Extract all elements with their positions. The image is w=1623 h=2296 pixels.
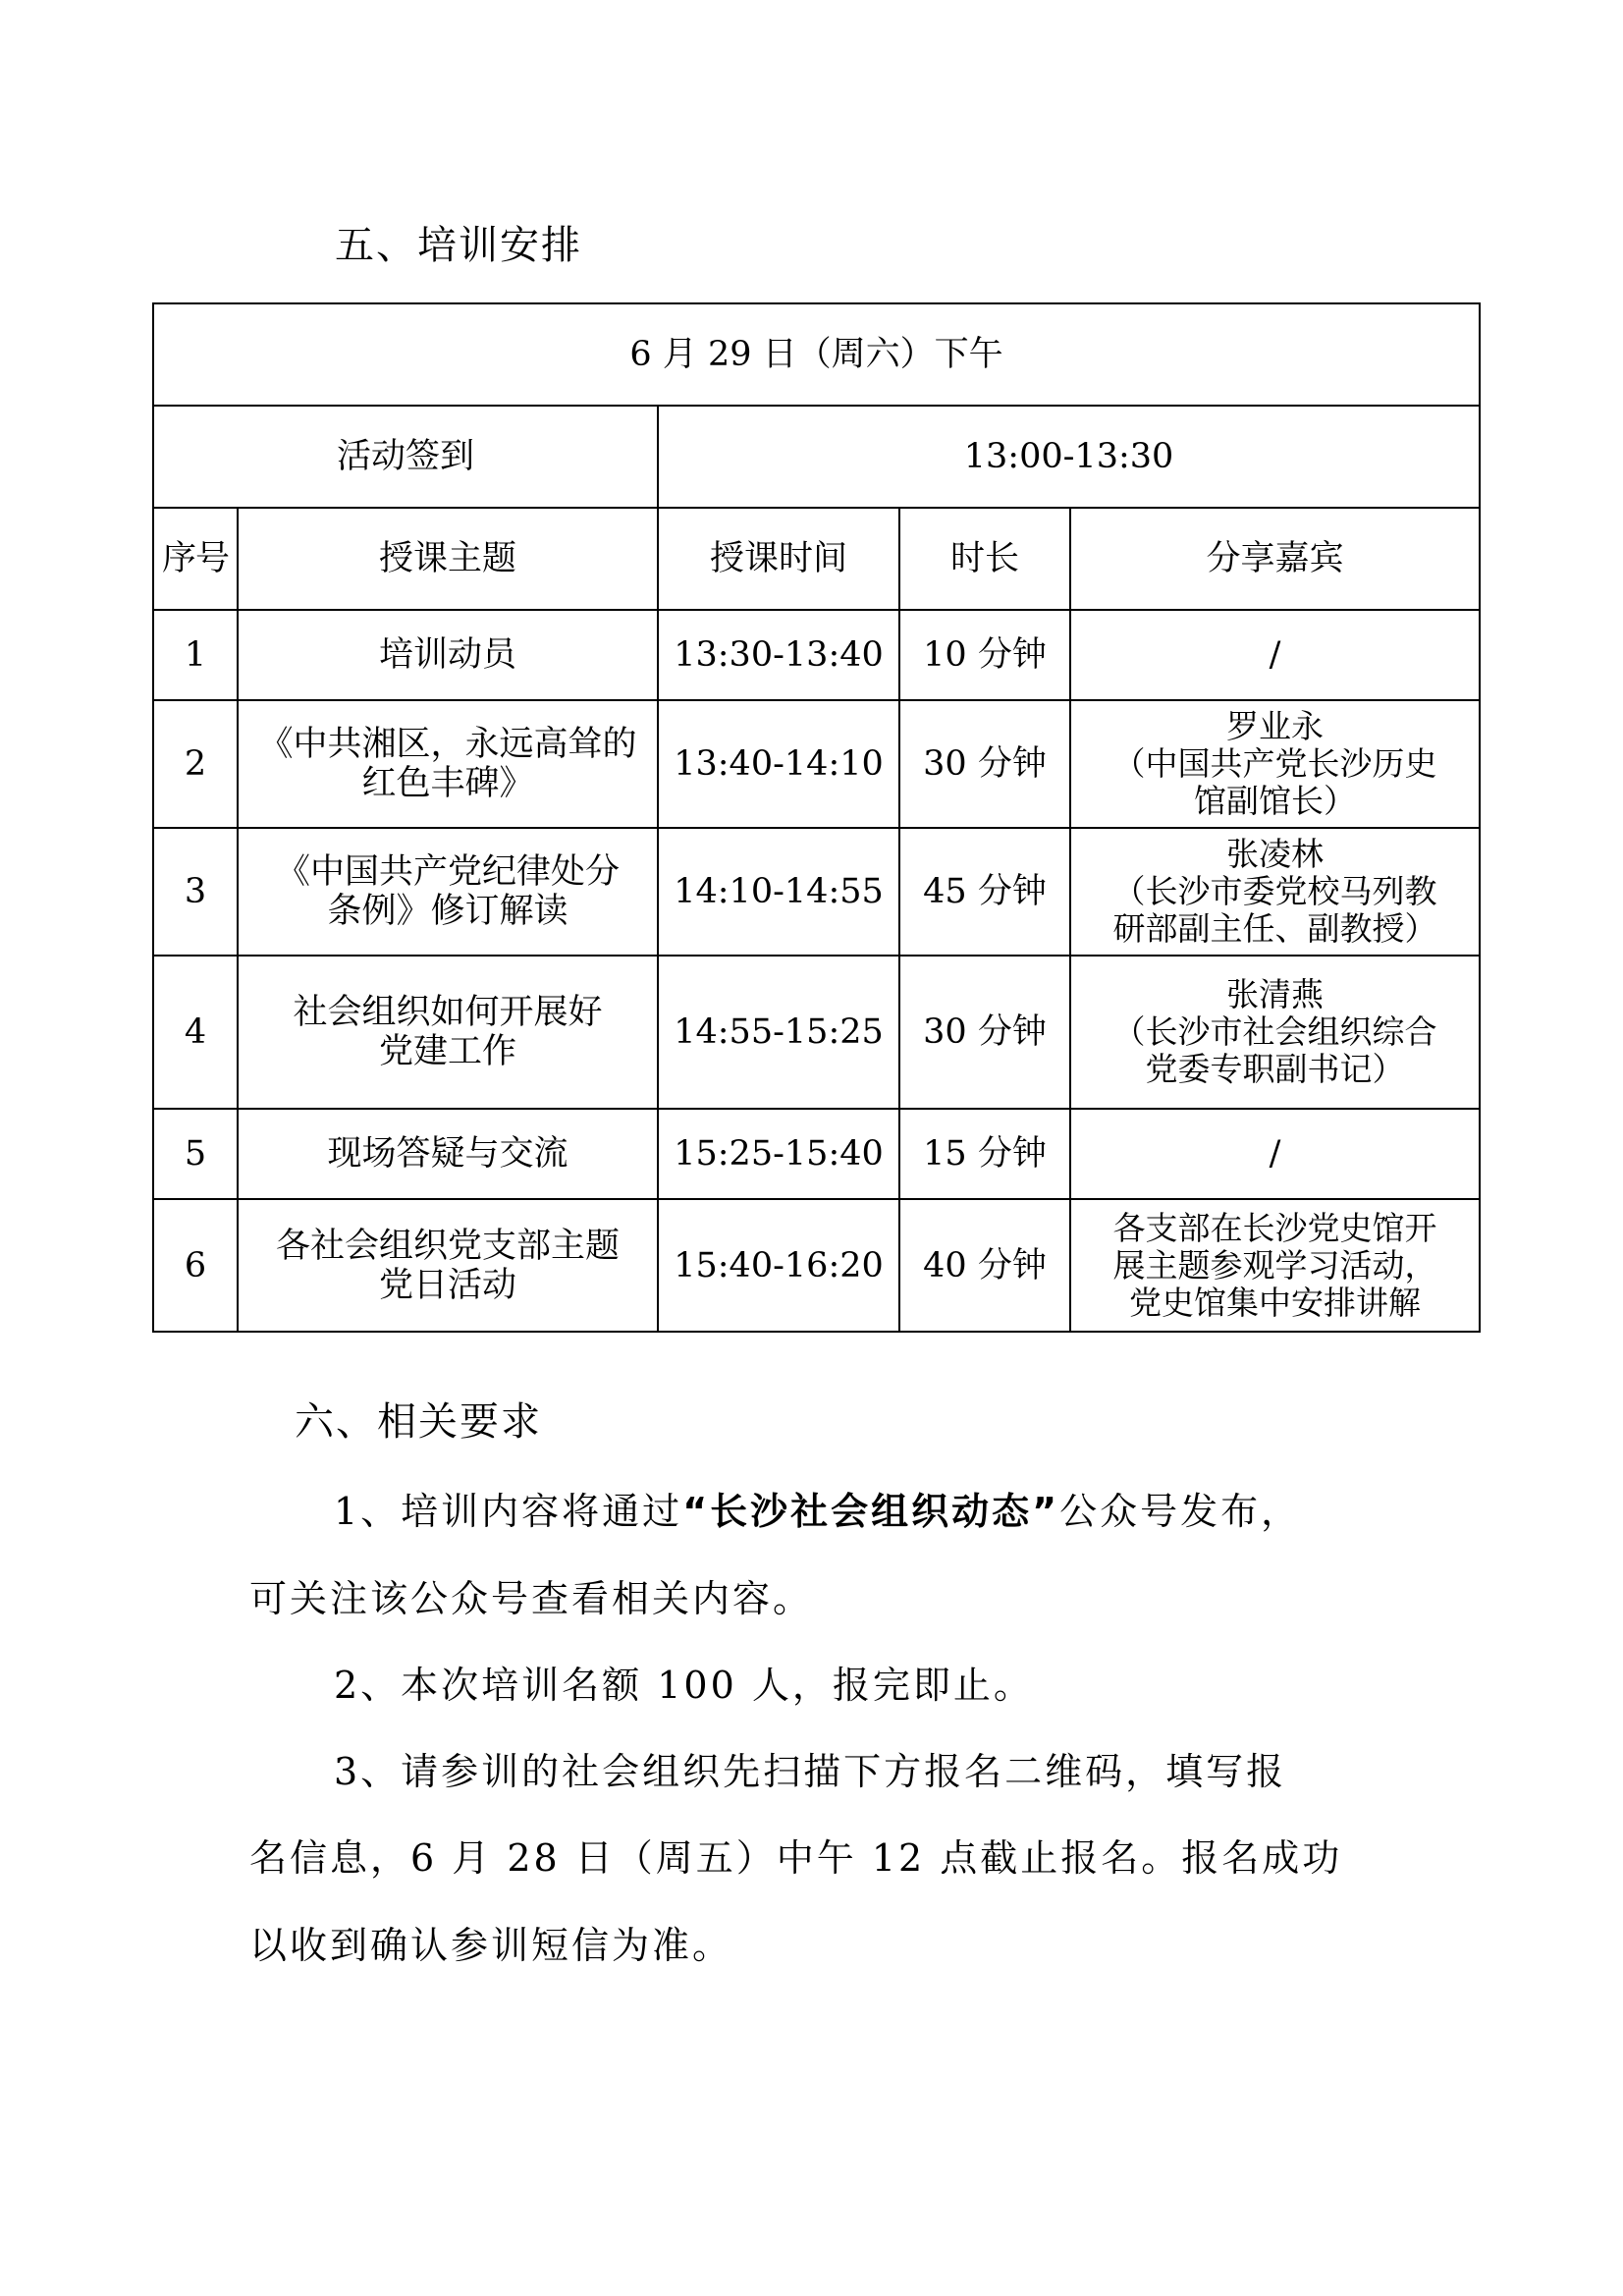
- checkin-time-cell: 13:00-13:30: [658, 406, 1480, 508]
- row-guest: /: [1070, 610, 1480, 700]
- section-6-heading: 六、相关要求: [295, 1399, 542, 1445]
- column-header-row: [153, 508, 1480, 610]
- row-guest: 各支部在长沙党史馆开 展主题参观学习活动， 党史馆集中安排讲解: [1070, 1199, 1480, 1332]
- checkin-label-cell: 活动签到: [153, 406, 658, 508]
- row-time: 14:10-14:55: [658, 828, 899, 956]
- row-guest: 张清燕 （长沙市社会组织综合 党委专职副书记）: [1070, 956, 1480, 1109]
- requirement-1-line-2: 可关注该公众号查看相关内容。: [249, 1577, 814, 1620]
- requirement-3-line-1: 3、请参训的社会组织先扫描下方报名二维码，填写报: [334, 1750, 1287, 1793]
- requirement-2: 2、本次培训名额 100 人，报完即止。: [334, 1664, 1034, 1707]
- requirement-3-line-2: 名信息，6 月 28 日（周五）中午 12 点截止报名。报名成功: [249, 1836, 1343, 1880]
- row-duration: 30 分钟: [899, 956, 1070, 1109]
- table-row: [153, 700, 1480, 828]
- row-topic: 社会组织如何开展好 党建工作: [238, 956, 658, 1109]
- training-schedule-table: [152, 302, 1481, 1333]
- row-time: 13:30-13:40: [658, 610, 899, 700]
- row-guest: 张凌林 （长沙市委党校马列教 研部副主任、副教授）: [1070, 828, 1480, 956]
- wechat-account-name: “长沙社会组织动态”: [682, 1490, 1060, 1533]
- row-topic: 培训动员: [238, 610, 658, 700]
- header-no: 序号: [153, 508, 238, 610]
- section-5-heading: 五、培训安排: [335, 223, 582, 268]
- table-row: [153, 828, 1480, 956]
- row-no: 5: [153, 1109, 238, 1199]
- row-duration: 45 分钟: [899, 828, 1070, 956]
- header-guest: 分享嘉宾: [1070, 508, 1480, 610]
- row-no: 1: [153, 610, 238, 700]
- table-row: [153, 1199, 1480, 1332]
- header-time: 授课时间: [658, 508, 899, 610]
- header-topic: 授课主题: [238, 508, 658, 610]
- row-topic: 现场答疑与交流: [238, 1109, 658, 1199]
- row-no: 4: [153, 956, 238, 1109]
- row-topic: 各社会组织党支部主题 党日活动: [238, 1199, 658, 1332]
- row-topic: 《中国共产党纪律处分 条例》修订解读: [238, 828, 658, 956]
- date-header-row: [153, 303, 1480, 406]
- requirement-3-line-3: 以收到确认参训短信为准。: [249, 1924, 733, 1967]
- row-topic: 《中共湘区，永远高耸的 红色丰碑》: [238, 700, 658, 828]
- date-header-cell: 6 月 29 日（周六）下午: [153, 303, 1480, 406]
- row-duration: 10 分钟: [899, 610, 1070, 700]
- row-guest: /: [1070, 1109, 1480, 1199]
- header-duration: 时长: [899, 508, 1070, 610]
- row-duration: 40 分钟: [899, 1199, 1070, 1332]
- row-time: 15:40-16:20: [658, 1199, 899, 1332]
- row-duration: 15 分钟: [899, 1109, 1070, 1199]
- row-no: 3: [153, 828, 238, 956]
- row-guest: 罗业永 （中国共产党长沙历史 馆副馆长）: [1070, 700, 1480, 828]
- row-time: 15:25-15:40: [658, 1109, 899, 1199]
- row-time: 13:40-14:10: [658, 700, 899, 828]
- row-no: 6: [153, 1199, 238, 1332]
- table-row: [153, 1109, 1480, 1199]
- row-duration: 30 分钟: [899, 700, 1070, 828]
- requirement-1-line-1: 1、培训内容将通过“长沙社会组织动态”公众号发布，: [334, 1490, 1302, 1533]
- table-row: [153, 610, 1480, 700]
- table-row: [153, 956, 1480, 1109]
- row-time: 14:55-15:25: [658, 956, 899, 1109]
- row-no: 2: [153, 700, 238, 828]
- checkin-row: [153, 406, 1480, 508]
